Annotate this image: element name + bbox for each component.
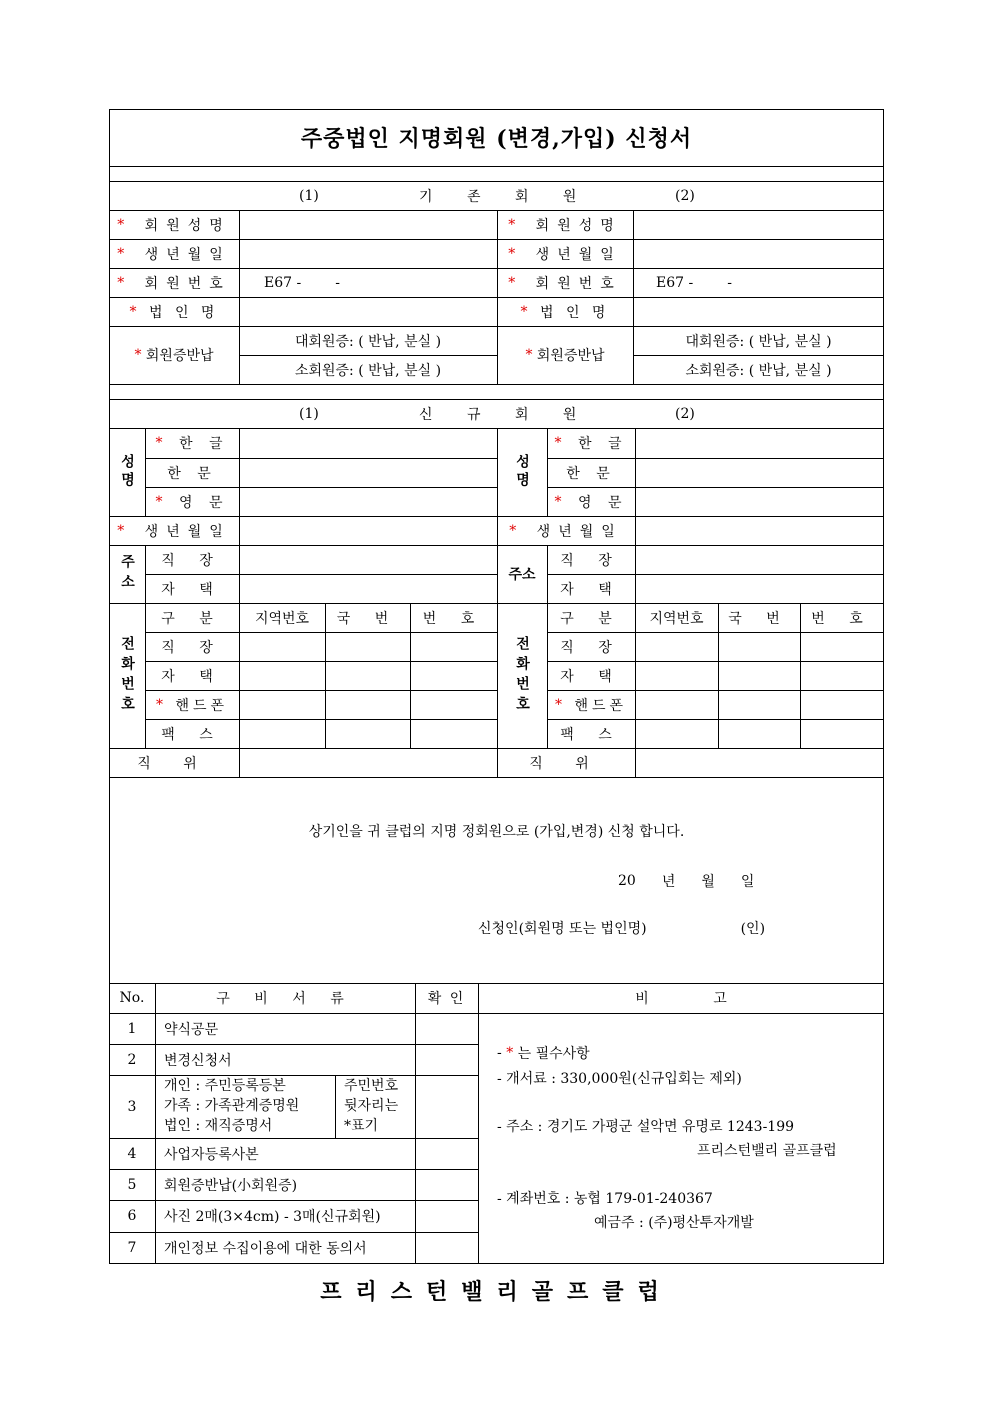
- footer-club-name: 프리스턴밸리골프클럽: [320, 1278, 673, 1305]
- new-work-addr-label-2: 직 장: [560, 552, 622, 569]
- existing-col2-label: (2): [675, 187, 695, 204]
- docs-row-text: 개인정보 수집이용에 대한 동의서: [164, 1241, 367, 1257]
- docs-row-no: 1: [127, 1020, 137, 1037]
- remark-club: 프리스턴밸리 골프클럽: [697, 1143, 837, 1159]
- docs-check-header: 확 인: [427, 991, 466, 1007]
- docs-row-text: 사진 2매(3×4cm) - 3매(신규회원): [164, 1209, 381, 1225]
- new-name-group-2: 성명: [514, 454, 530, 490]
- new-home-addr-label-1: 자 택: [161, 581, 223, 598]
- docs-row-text: 사업자등록사본: [164, 1146, 259, 1163]
- existing-card-label-2: * 회원증반납: [525, 347, 605, 364]
- new-section-title: 신 규 회 원: [419, 406, 577, 423]
- remark-holder: 예금주 : (주)평산투자개발: [594, 1215, 754, 1231]
- existing-corp-label-2: * 법 인 명: [520, 303, 610, 321]
- form-title: 주중법인 지명회원 (변경,가입) 신청서: [300, 126, 693, 152]
- phone-mobile-label-1: * 핸드폰: [155, 696, 229, 714]
- new-phone-group-1: 전화번호: [119, 635, 135, 716]
- phone-exch-label-2: 국 번: [728, 610, 790, 627]
- docs-row-3-note: 주민번호 뒷자리는 *표기: [344, 1078, 399, 1134]
- docs-header: 구 비 서 류: [216, 991, 354, 1007]
- new-phone-group-2: 전화번호: [514, 635, 530, 716]
- phone-area-label-1: 지역번호: [254, 610, 310, 627]
- phone-home-label-1: 자 택: [161, 668, 223, 685]
- new-home-addr-label-2: 자 택: [560, 581, 622, 598]
- new-col2-label: (2): [675, 405, 695, 422]
- docs-row-text: 변경신청서: [164, 1052, 232, 1069]
- new-addr-group-1: 주소: [119, 554, 135, 594]
- docs-row-3-lines: 개인 : 주민등록등본 가족 : 가족관계증명원 법인 : 재직증명서: [164, 1078, 300, 1134]
- new-header: [109, 399, 884, 428]
- existing-small-card-1[interactable]: 소회원증: ( 반납, 분실 ): [294, 362, 442, 379]
- new-hangul-label-2: * 한 글: [554, 435, 628, 452]
- new-addr-group-2: 주소: [508, 567, 536, 583]
- existing-number-field-2[interactable]: E67 - -: [656, 274, 732, 291]
- docs-row-text: 회원증반납(小회원증): [164, 1177, 298, 1194]
- existing-birth-label: * 생년월일: [117, 245, 231, 263]
- remark-required: - * 는 필수사항: [497, 1045, 590, 1062]
- new-english-label-1: * 영 문: [155, 493, 229, 511]
- existing-number-label-2: * 회원번호: [508, 274, 622, 292]
- existing-section-title: 기 존 회 원: [419, 188, 577, 205]
- docs-row-no: 2: [127, 1051, 137, 1068]
- phone-no-label-2: 번 호: [811, 610, 873, 627]
- existing-header: [109, 181, 884, 210]
- docs-row-no: 7: [127, 1240, 137, 1256]
- existing-col1-label: (1): [299, 187, 319, 204]
- docs-row-text: 약식공문: [164, 1021, 219, 1038]
- remark-address: - 주소 : 경기도 가평군 설악면 유명로 1243-199: [497, 1119, 795, 1135]
- docs-row-no: 5: [127, 1176, 137, 1193]
- new-work-addr-label-1: 직 장: [161, 552, 223, 569]
- phone-fax-label-2: 팩 스: [560, 726, 622, 743]
- phone-fax-label-1: 팩 스: [161, 726, 223, 743]
- remark-fee: - 개서료 : 330,000원(신규입회는 제외): [497, 1071, 742, 1087]
- declaration-date: 20 년 월 일: [618, 873, 755, 890]
- existing-number-field-1[interactable]: E67 - -: [264, 274, 340, 291]
- new-birth-label-1: * 생년월일: [117, 522, 231, 540]
- docs-row-no: 6: [127, 1208, 137, 1224]
- new-english-label-2: * 영 문: [554, 493, 628, 511]
- new-birth-label-2: * 생년월일: [509, 522, 623, 540]
- docs-row-no: 4: [127, 1145, 137, 1162]
- phone-div-label-2: 구 분: [560, 610, 622, 627]
- new-hangul-label-1: * 한 글: [155, 435, 229, 452]
- docs-no-header: No.: [119, 990, 145, 1006]
- existing-number-label: * 회원번호: [117, 274, 231, 292]
- new-col1-label: (1): [299, 405, 319, 422]
- new-hanja-label-2: 한 문: [566, 465, 616, 482]
- phone-home-label-2: 자 택: [560, 668, 622, 685]
- docs-remark-header: 비 고: [635, 991, 727, 1007]
- existing-name-label-2: * 회원성명: [508, 216, 622, 234]
- docs-row-no: 3: [127, 1098, 137, 1115]
- phone-mobile-label-2: * 핸드폰: [554, 696, 628, 714]
- phone-exch-label-1: 국 번: [336, 610, 399, 627]
- phone-area-label-2: 지역번호: [649, 610, 704, 627]
- existing-big-card-1[interactable]: 대회원증: ( 반납, 분실 ): [294, 333, 442, 350]
- applicant-line: 신청인(회원명 또는 법인명) (인): [478, 915, 798, 941]
- position-label-1: 직 위: [137, 755, 211, 772]
- existing-name-label: * 회원성명: [117, 216, 231, 234]
- phone-div-label-1: 구 분: [161, 610, 223, 627]
- declaration-text: 상기인을 귀 클럽의 지명 정회원으로 (가입,변경) 신청 합니다.: [308, 824, 685, 840]
- existing-corp-label: * 법 인 명: [129, 303, 219, 321]
- phone-work-label-1: 직 장: [161, 639, 223, 656]
- new-name-group-1: 성명: [119, 454, 135, 490]
- remark-account: - 계좌번호 : 농협 179-01-240367: [497, 1191, 713, 1207]
- phone-no-label-1: 번 호: [422, 610, 485, 627]
- position-label-2: 직 위: [529, 755, 603, 772]
- existing-card-label: * 회원증반납: [134, 347, 214, 364]
- existing-birth-label-2: * 생년월일: [508, 245, 622, 263]
- phone-work-label-2: 직 장: [560, 639, 622, 656]
- existing-big-card-2[interactable]: 대회원증: ( 반납, 분실 ): [685, 333, 832, 350]
- new-hanja-label-1: 한 문: [167, 465, 217, 482]
- seal-mark: (인): [740, 921, 766, 937]
- existing-small-card-2[interactable]: 소회원증: ( 반납, 분실 ): [685, 362, 832, 379]
